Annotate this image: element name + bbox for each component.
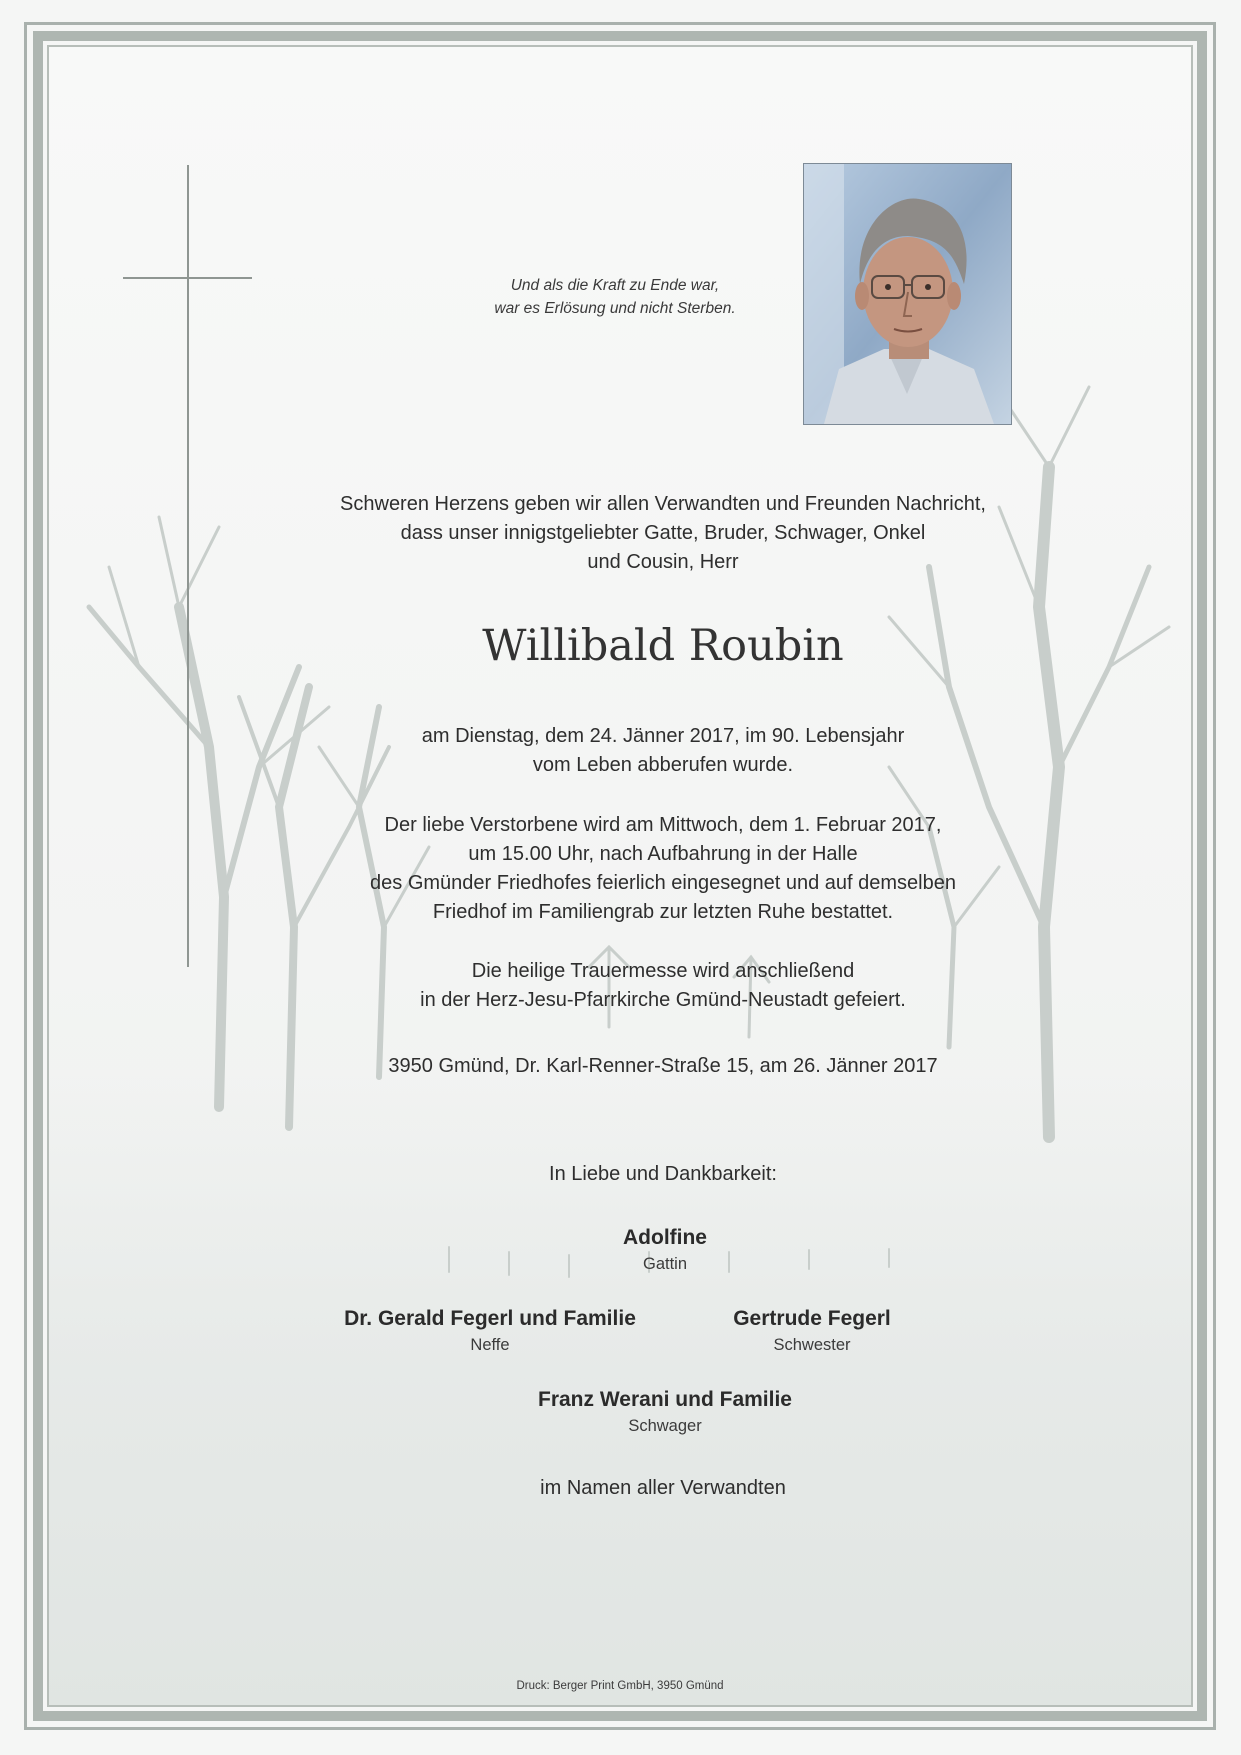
announcement-line-3: und Cousin, Herr xyxy=(587,551,739,573)
death-line-2: vom Leben abberufen wurde. xyxy=(532,754,794,776)
funeral-line-1: Der liebe Verstorbene wird am Mittwoch, dem 1. Februar 2017, xyxy=(384,814,942,836)
deceased-name: Willibald Roubin xyxy=(482,621,844,671)
mourner-name: Franz Werani und Familie xyxy=(538,1388,792,1411)
closing-line xyxy=(280,1474,1046,1503)
gratitude-line: In Liebe und Dankbarkeit: xyxy=(549,1163,777,1185)
mourner-relation: Gattin xyxy=(642,1255,688,1273)
mourner-name: Adolfine xyxy=(623,1226,707,1249)
mourner-entry xyxy=(290,1305,690,1357)
gratitude-heading xyxy=(280,1160,1046,1189)
announcement-line-1: Schweren Herzens geben wir allen Verwandten und Freunden Nachricht, xyxy=(340,493,986,515)
announcement-text xyxy=(280,490,1046,577)
portrait-illustration xyxy=(804,164,1011,424)
place-date-line: 3950 Gmünd, Dr. Karl-Renner-Straße 15, am 26. Jänner 2017 xyxy=(388,1055,938,1077)
mourner-name: Dr. Gerald Fegerl und Familie xyxy=(344,1307,636,1330)
death-line-1: am Dienstag, dem 24. Jänner 2017, im 90. Lebensjahr xyxy=(421,725,905,747)
mourner-entry xyxy=(672,1305,952,1357)
mass-info xyxy=(280,957,1046,1015)
death-info xyxy=(280,722,1046,780)
announcement-line-2: dass unser innigstgeliebter Gatte, Bruder, Schwager, Onkel xyxy=(400,522,926,544)
cross-vertical-bar xyxy=(187,165,189,967)
funeral-info xyxy=(280,811,1046,927)
mourner-relation: Neffe xyxy=(470,1336,510,1354)
funeral-line-3: des Gmünder Friedhofes feierlich eingesegnet und auf demselben xyxy=(370,872,956,894)
portrait-photo xyxy=(803,163,1012,425)
memorial-quote xyxy=(420,274,810,320)
quote-line-2: war es Erlösung und nicht Sterben. xyxy=(494,300,736,317)
mourner-entry xyxy=(520,1224,810,1276)
funeral-line-2: um 15.00 Uhr, nach Aufbahrung in der Halle xyxy=(468,843,858,865)
funeral-line-4: Friedhof im Familiengrab zur letzten Ruhe bestattet. xyxy=(432,901,894,923)
mourner-entry xyxy=(460,1386,870,1438)
mourner-relation: Schwester xyxy=(773,1336,851,1354)
mourner-relation: Schwager xyxy=(628,1417,702,1435)
mourner-name: Gertrude Fegerl xyxy=(733,1307,891,1330)
mass-line-1: Die heilige Trauermesse wird anschließend xyxy=(471,960,855,982)
place-date xyxy=(280,1052,1046,1081)
closing-text: im Namen aller Verwandten xyxy=(540,1477,786,1499)
printer-credit: Druck: Berger Print GmbH, 3950 Gmünd xyxy=(516,1680,724,1692)
mass-line-2: in der Herz-Jesu-Pfarrkirche Gmünd-Neustadt gefeiert. xyxy=(420,989,906,1011)
quote-line-1: Und als die Kraft zu Ende war, xyxy=(510,277,720,294)
cross-horizontal-bar xyxy=(123,277,252,279)
